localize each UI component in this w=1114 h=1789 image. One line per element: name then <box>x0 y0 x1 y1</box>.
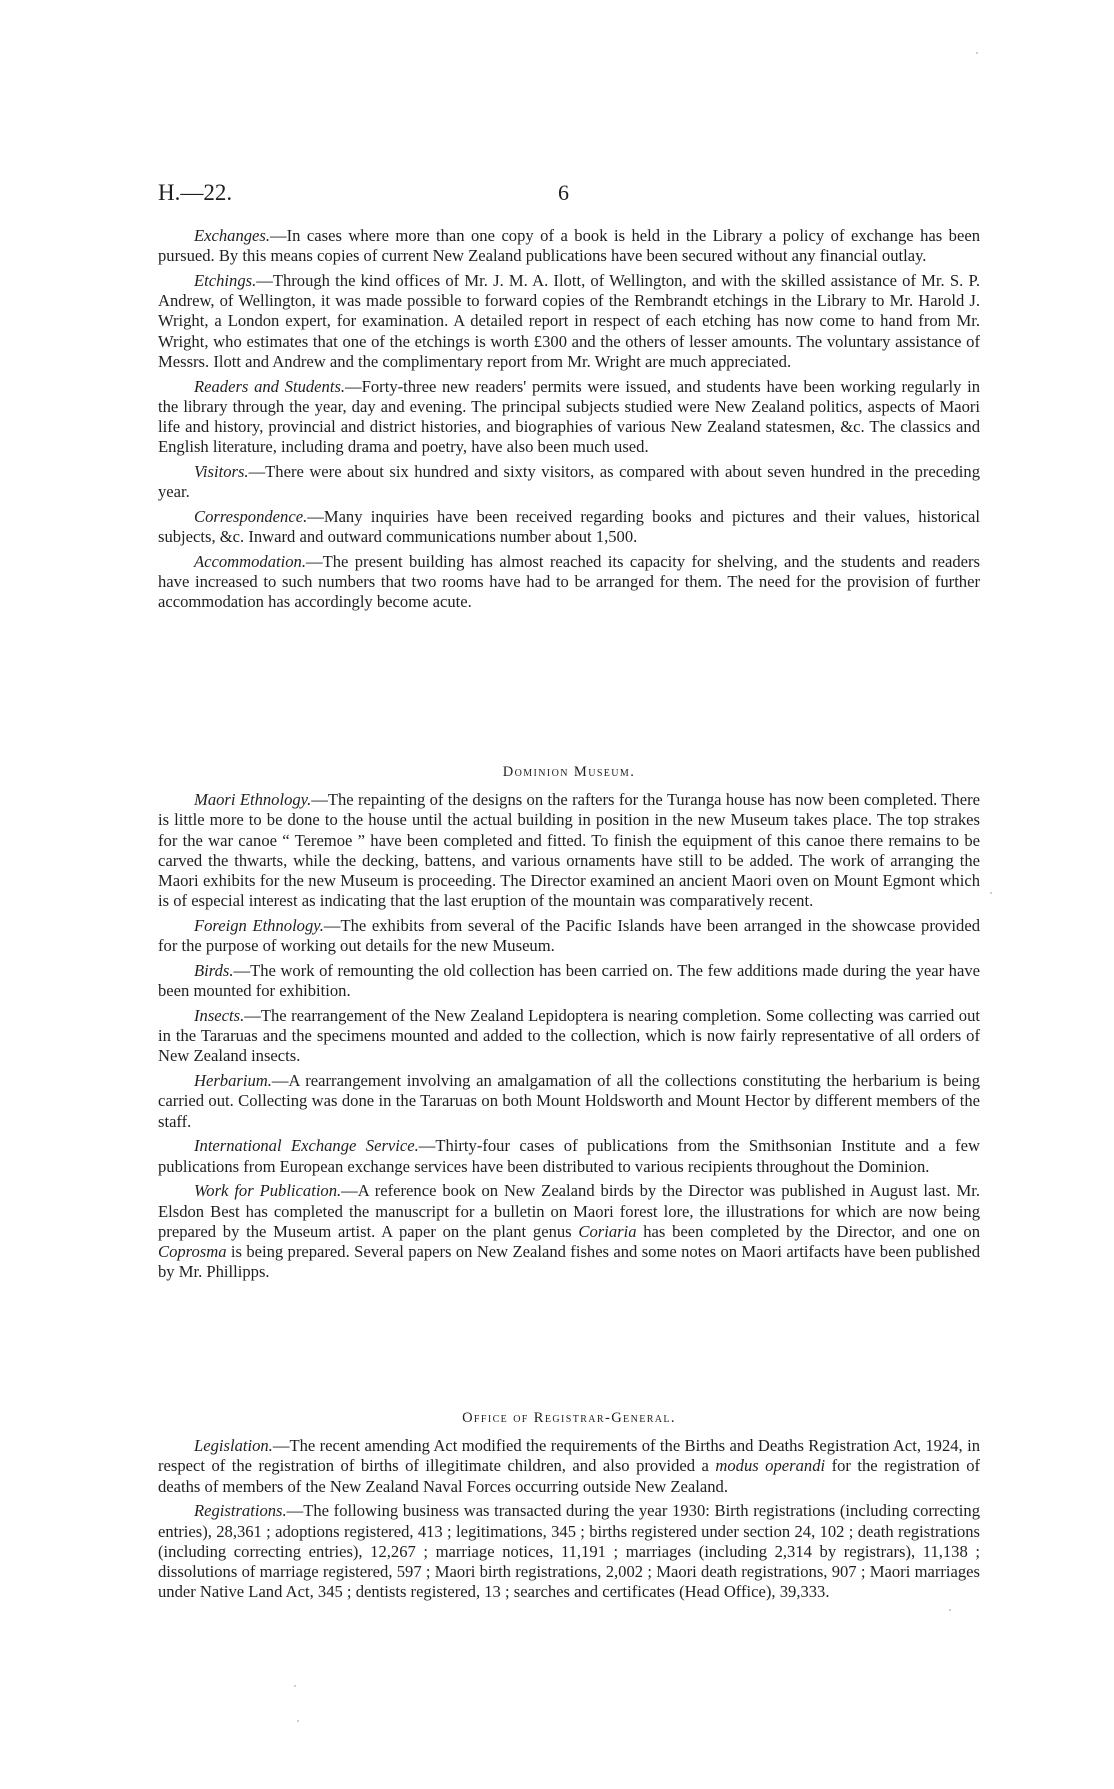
paragraph-maori-ethnology <box>158 790 980 911</box>
scan-speck <box>297 1720 299 1722</box>
section-title-registrar-general: Office of Registrar-General. <box>462 1410 676 1426</box>
paragraph-heading: Foreign Ethnology. <box>194 916 324 936</box>
paragraph-heading: Herbarium. <box>194 1071 272 1091</box>
paragraph-text: —Thirty-four cases of publications from the Smithsonian Institute and a few publications from European exchange services have been distributed to various recipients throughout the Dominion. <box>158 1136 980 1176</box>
paragraph-birds <box>158 961 980 1001</box>
paragraph-text: —The exhibits from several of the Pacific Islands have been arranged in the showcase provided for the purpose of working out details for the new Museum. <box>158 916 981 956</box>
paragraph-text: —The work of remounting the old collection has been carried on. The few additions made during the year have been mounted for exhibition. <box>158 961 980 1001</box>
paragraph-insects <box>158 1006 980 1067</box>
paragraph-registrations <box>158 1501 980 1602</box>
paragraph-heading: International Exchange Service. <box>194 1136 419 1156</box>
scan-speck <box>294 1685 296 1687</box>
paragraph-herbarium <box>158 1071 980 1132</box>
paragraph-heading: Insects. <box>194 1006 245 1026</box>
paragraph-text: is being prepared. Several papers on New Zealand fishes and some notes on Maori artifacts have been published by Mr. Phillipps. <box>158 1242 980 1282</box>
paragraph-text: for the registration of deaths of members of the New Zealand Naval Forces occurring outside New Zealand. <box>158 1456 981 1496</box>
paragraph-exchanges <box>158 226 980 266</box>
paragraph-text: —In cases where more than one copy of a book is held in the Library a policy of exchange has been pursued. By this means copies of current New Zealand publications have been secured without any financial outlay. <box>158 226 980 266</box>
paragraph-work-for-publication <box>158 1181 980 1282</box>
paragraph-text: —The following business was transacted during the year 1930: Birth registrations (including correcting entries), 28,361 ; adoptions registered, 413 ; legitimations, 345 ; births registered under section 24, 102 ; death registrations (including correcting entries), 12,267 ; marriage notices, 11,191 ; marriages (including 2,314 by registrars), 11,138 ; dissolutions of marriage registered, 597 ; Maori birth registrations, 2,002 ; Maori death registrations, 907 ; Maori marriages under Native Land Act, 345 ; dentists registered, 13 ; searches and certificates (Head Office), 39,333. <box>158 1501 980 1602</box>
document-code: H.—22. <box>158 180 233 205</box>
paragraph-text: has been completed by the Director, and one on <box>636 1221 981 1241</box>
paragraph-heading: Correspondence. <box>194 507 308 527</box>
paragraph-text: —The repainting of the designs on the rafters for the Turanga house has now been completed. There is little more to be done to the house until the actual building in position in the new Museum takes place. The top strakes for the war canoe “ Teremoe ” have been completed and fitted. To finish the equipment of this canoe there remains to be carved the thwarts, while the decking, battens, and various ornaments have still to be added. The work of arranging the Maori exhibits for the new Museum is proceeding. The Director examined an ancient Maori oven on Mount Egmont which is of especial interest as indicating that the last eruption of the mountain was comparatively recent. <box>158 790 980 911</box>
paragraph-international-exchange <box>158 1136 980 1176</box>
registrar-section <box>158 1408 980 1607</box>
paragraph-text: —The recent amending Act modified the requirements of the Births and Deaths Registration Act, 1924, in respect of the registration of births of illegitimate children, and also provided a <box>158 1436 980 1476</box>
paragraph-text: —The rearrangement of the New Zealand Lepidoptera is nearing completion. Some collecting was carried out in the Tararuas and the specimens mounted and added to the collection, which is now fairly representative of all orders of New Zealand insects. <box>158 1006 980 1066</box>
paragraph-heading: Registrations. <box>194 1501 287 1521</box>
paragraph-correspondence <box>158 507 980 547</box>
genus-name: Coriaria <box>578 1221 637 1241</box>
section-title-dominion-museum: Dominion Museum. <box>502 764 636 780</box>
paragraph-etchings <box>158 271 980 372</box>
page-number: 6 <box>558 180 569 205</box>
paragraph-text: —Through the kind offices of Mr. J. M. A. Ilott, of Wellington, and with the skilled assistance of Mr. S. P. Andrew, of Wellington, it was made possible to forward copies of the Rembrandt etchings in the Library to Mr. Harold J. Wright, a London expert, for examination. A detailed report in respect of each etching has now come to hand from Mr. Wright, who estimates that one of the etchings is worth £300 and the others of lesser amounts. The voluntary assistance of Messrs. Ilott and Andrew and the complimentary report from Mr. Wright are much appreciated. <box>158 271 980 371</box>
paragraph-heading: Exchanges. <box>194 226 271 245</box>
paragraph-heading: Birds. <box>194 961 234 981</box>
paragraph-heading: Visitors. <box>194 462 249 482</box>
paragraph-text: —There were about six hundred and sixty visitors, as compared with about seven hundred in the preceding year. <box>158 462 980 502</box>
paragraph-accommodation <box>158 552 980 613</box>
paragraph-heading: Etchings. <box>194 271 257 290</box>
paragraph-text: —The present building has almost reached its capacity for shelving, and the students and readers have increased to such numbers that two rooms have had to be arranged for them. The need for the provision of further accommodation has accordingly become acute. <box>158 552 980 612</box>
paragraph-visitors <box>158 462 980 502</box>
paragraph-heading: Accommodation. <box>194 552 306 572</box>
paragraph-text: —A reference book on New Zealand birds by the Director was published in August last. Mr. Elsdon Best has completed the manuscript for a bulletin on Maori forest lore, the illustrations for which are now being prepared by the Museum artist. A paper on the plant genus <box>158 1181 980 1241</box>
paragraph-text: —Many inquiries have been received regarding books and pictures and their values, historical subjects, &c. Inward and outward communications number about 1,500. <box>158 507 980 547</box>
page-header <box>158 180 978 210</box>
paragraph-text: —A rearrangement involving an amalgamation of all the collections constituting the herbarium is being carried out. Collecting was done in the Tararuas on both Mount Holdsworth and Mount Hector by different members of the staff. <box>158 1071 980 1131</box>
paragraph-heading: Maori Ethnology. <box>194 790 312 810</box>
paragraph-heading: Work for Publication. <box>194 1181 342 1201</box>
museum-section <box>158 762 980 1287</box>
library-section <box>158 226 980 617</box>
scan-speck <box>949 1609 951 1611</box>
paragraph-text: —Forty-three new readers' permits were issued, and students have been working regularly in the library through the year, day and evening. The principal subjects studied were New Zealand politics, aspects of Maori life and history, provincial and district histories, and biographies of various New Zealand statesmen, &c. The classics and English literature, including drama and poetry, have also been much used. <box>158 376 981 457</box>
latin-phrase: modus operandi <box>715 1456 826 1476</box>
paragraph-readers-students <box>158 377 980 458</box>
genus-name: Coprosma <box>158 1242 227 1262</box>
scan-speck <box>976 52 978 54</box>
paragraph-heading: Legislation. <box>194 1436 273 1456</box>
scan-speck <box>990 892 992 894</box>
paragraph-legislation <box>158 1436 980 1497</box>
paragraph-foreign-ethnology <box>158 916 980 956</box>
paragraph-heading: Readers and Students. <box>194 376 346 396</box>
